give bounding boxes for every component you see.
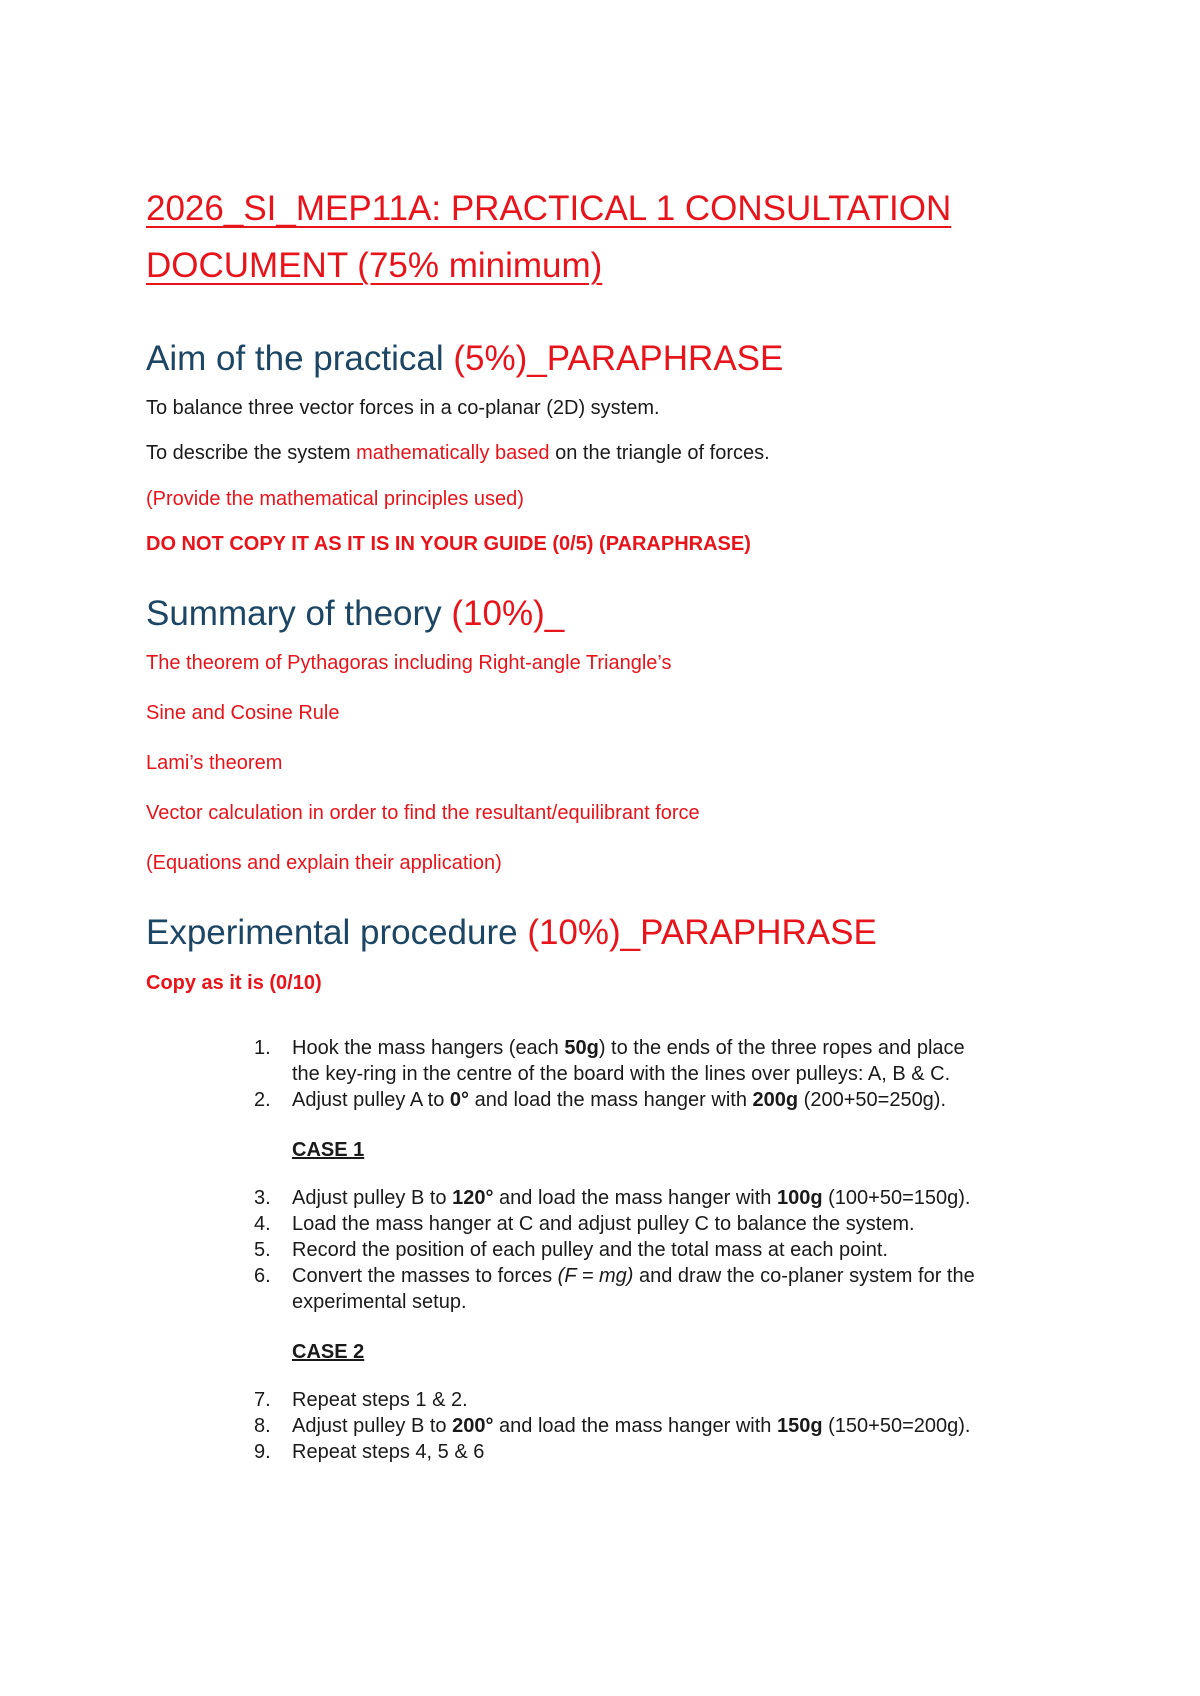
step-text: (150+50=200g). [822, 1415, 971, 1437]
aim-heading [146, 337, 1066, 381]
aim-line-1: To balance three vector forces in a co-planar (2D) system. [146, 397, 660, 419]
step-text: ) to the ends of the three ropes and place [598, 1037, 965, 1059]
theory-item: (Equations and explain their application) [146, 852, 502, 874]
theory-heading-pct: (10%)_ [451, 594, 565, 633]
step-number: 4. [254, 1213, 271, 1235]
step-text: and draw the co-planer system for the [633, 1265, 975, 1287]
step-number: 2. [254, 1089, 271, 1111]
step-text: the key-ring in the centre of the board with the lines over pulleys: A, B & C. [292, 1063, 951, 1085]
step-text: (100+50=150g). [822, 1187, 971, 1209]
step-bold: 200° [452, 1415, 494, 1437]
list-item [146, 1087, 1066, 1113]
list-item [146, 1387, 1066, 1413]
theory-heading-text: Summary of theory [146, 594, 452, 633]
aim-line-2 [146, 441, 1066, 465]
list-item [146, 1237, 1066, 1263]
title-line-1: 2026_SI_MEP11A: PRACTICAL 1 CONSULTATION [146, 189, 952, 228]
theory-item: The theorem of Pythagoras including Right-angle Triangle’s [146, 652, 672, 674]
step-bold: 100g [776, 1187, 823, 1209]
step-text: Load the mass hanger at C and adjust pulley C to balance the system. [292, 1213, 915, 1235]
list-item [146, 1035, 1066, 1087]
step-bold: 0° [449, 1089, 470, 1111]
step-text: (200+50=250g). [798, 1089, 947, 1111]
step-text: and load the mass hanger with [469, 1089, 753, 1111]
step-text: Convert the masses to forces [292, 1265, 558, 1287]
aim-warning: DO NOT COPY IT AS IT IS IN YOUR GUIDE (0/5) (PARAPHRASE) [146, 533, 751, 555]
step-text: Repeat steps 1 & 2. [292, 1389, 468, 1411]
step-bold: 150g [776, 1415, 823, 1437]
procedure-heading-text: Experimental procedure [146, 913, 528, 952]
step-number: 9. [254, 1441, 271, 1463]
step-text: and load the mass hanger with [493, 1415, 777, 1437]
list-item [146, 1185, 1066, 1211]
title-line-2: DOCUMENT (75% minimum) [146, 246, 603, 285]
procedure-steps [146, 1035, 1066, 1465]
step-text: Repeat steps 4, 5 & 6 [292, 1441, 485, 1463]
document-page [146, 180, 1066, 1465]
procedure-warning: Copy as it is (0/10) [146, 972, 322, 994]
theory-item: Lami’s theorem [146, 752, 283, 774]
step-number: 6. [254, 1265, 271, 1287]
step-bold: 200g [752, 1089, 799, 1111]
theory-heading [146, 592, 1066, 636]
aim-line-3: (Provide the mathematical principles used) [146, 488, 524, 510]
step-italic: (F = mg) [557, 1265, 634, 1287]
step-number: 3. [254, 1187, 271, 1209]
list-item [146, 1211, 1066, 1237]
document-title [146, 180, 1066, 294]
step-text: Adjust pulley B to [292, 1415, 453, 1437]
theory-item: Vector calculation in order to find the resultant/equilibrant force [146, 802, 700, 824]
step-text: Record the position of each pulley and the total mass at each point. [292, 1239, 888, 1261]
step-text: Adjust pulley B to [292, 1187, 453, 1209]
list-item [146, 1413, 1066, 1439]
procedure-heading-pct: (10%)_PARAPHRASE [527, 913, 877, 952]
aim-heading-pct: (5%)_PARAPHRASE [453, 339, 784, 378]
aim-line-2-red: mathematically based [356, 442, 550, 464]
step-number: 7. [254, 1389, 271, 1411]
theory-item: Sine and Cosine Rule [146, 702, 340, 724]
step-bold: 50g [564, 1037, 599, 1059]
step-bold: 120° [452, 1187, 494, 1209]
aim-heading-text: Aim of the practical [146, 339, 454, 378]
step-text: Hook the mass hangers (each [292, 1037, 565, 1059]
list-item [146, 1263, 1066, 1315]
list-item [146, 1439, 1066, 1465]
procedure-heading [146, 911, 1066, 955]
aim-line-2-pre: To describe the system [146, 442, 357, 464]
step-number: 5. [254, 1239, 271, 1261]
step-text: and load the mass hanger with [493, 1187, 777, 1209]
step-text: Adjust pulley A to [292, 1089, 450, 1111]
aim-line-2-post: on the triangle of forces. [549, 442, 770, 464]
case-1-label: CASE 1 [292, 1139, 365, 1161]
step-text: experimental setup. [292, 1291, 467, 1313]
step-number: 8. [254, 1415, 271, 1437]
case-2-label: CASE 2 [292, 1341, 365, 1363]
step-number: 1. [254, 1037, 271, 1059]
